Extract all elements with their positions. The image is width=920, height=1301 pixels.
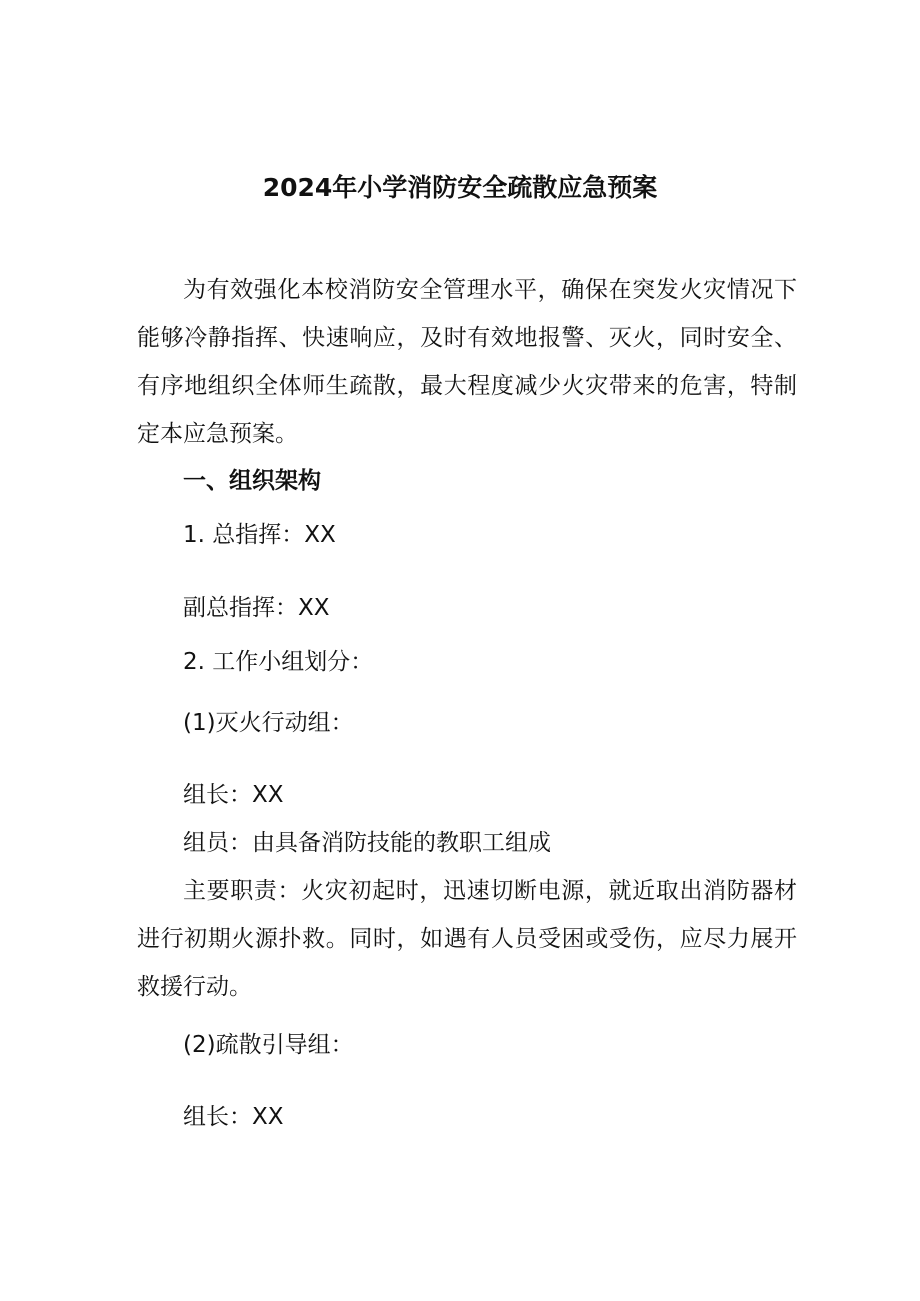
- commander-line: 1. 总指挥：XX: [183, 522, 336, 548]
- fire-group-leader: 组长：XX: [183, 782, 284, 808]
- evacuation-group-leader: 组长：XX: [183, 1104, 284, 1130]
- work-groups-line: 2. 工作小组划分：: [183, 649, 374, 675]
- fire-group-duties: 主要职责：火灾初起时，迅速切断电源，就近取出消防器材进行初期火源扑救。同时，如遇有人员受困或受伤，应尽力展开救援行动。: [137, 878, 797, 1000]
- fire-group-heading: (1)灭火行动组：: [183, 710, 354, 736]
- section-heading-organization: 一、组织架构: [183, 468, 321, 494]
- intro-paragraph: 为有效强化本校消防安全管理水平，确保在突发火灾情况下能够冷静指挥、快速响应，及时有效地报警、灭火，同时安全、有序地组织全体师生疏散，最大程度减少火灾带来的危害，特制定本应急预案。: [137, 277, 797, 447]
- fire-group-members: 组员：由具备消防技能的教职工组成: [183, 830, 551, 856]
- evacuation-group-heading: (2)疏散引导组：: [183, 1032, 354, 1058]
- document-title: 2024年小学消防安全疏散应急预案: [262, 173, 658, 202]
- deputy-commander-line: 副总指挥：XX: [183, 595, 330, 621]
